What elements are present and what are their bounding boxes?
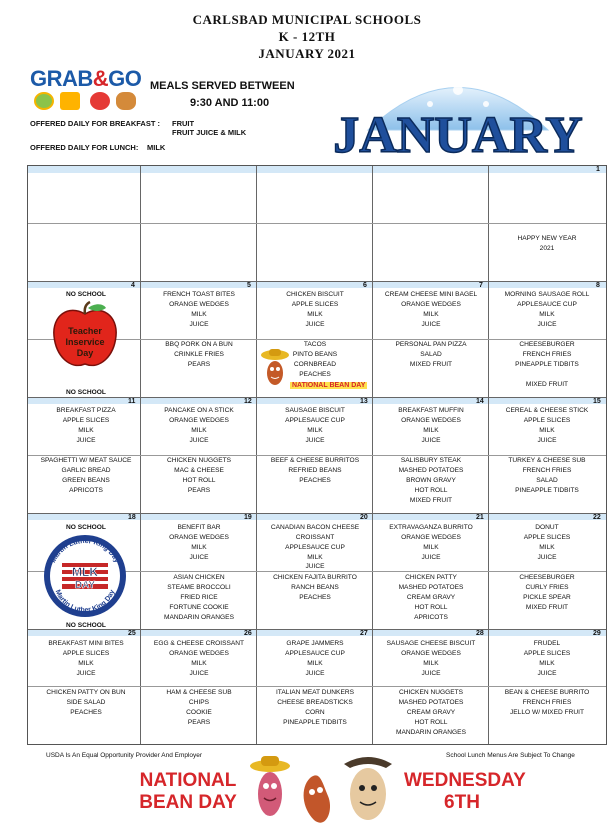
apple-icon — [48, 300, 122, 374]
menu-item: JUICE — [76, 437, 96, 444]
menu-item: ORANGE WEDGES — [169, 417, 229, 424]
menu-item: JUICE — [189, 437, 209, 444]
day-number: 1 — [596, 166, 600, 173]
menu-item: MAC & CHEESE — [174, 467, 224, 474]
grid-line — [28, 223, 606, 224]
menu-item: JUICE — [537, 554, 557, 561]
menu-item: APPLE SLICES — [62, 650, 110, 657]
menu-item: REFRIED BEANS — [288, 467, 342, 474]
menu-item: MIXED FRUIT — [409, 497, 453, 504]
menu-item: APPLE SLICES — [291, 301, 339, 308]
lunch-menu-jan7 — [373, 340, 489, 370]
menu-item: APPLE SLICES — [523, 650, 571, 657]
menu-item: JUICE — [537, 321, 557, 328]
menu-item: JUICE — [421, 321, 441, 328]
food-icon-4 — [116, 92, 136, 110]
usda-statement: USDA Is An Equal Opportunity Provider And Employer — [46, 752, 203, 759]
breakfast-label: OFFERED DAILY FOR BREAKFAST : — [30, 119, 161, 128]
menu-item: HOT ROLL — [414, 604, 448, 611]
school-name: CARLSBAD MUNICIPAL SCHOOLS — [192, 12, 422, 27]
breakfast-menu-jan29 — [489, 639, 605, 679]
menu-item: EGG & CHEESE CROISSANT — [153, 640, 245, 647]
menu-item: ORANGE WEDGES — [169, 301, 229, 308]
menu-item: PINEAPPLE TIDBITS — [283, 719, 347, 726]
menu-item: ORANGE WEDGES — [401, 301, 461, 308]
menu-item: BEAN & CHEESE BURRITO — [504, 689, 590, 696]
menu-item: FORTUNE COOKIE — [169, 604, 229, 611]
menu-item: APRICOTS — [69, 487, 103, 494]
menu-item: JUICE — [421, 437, 441, 444]
day-number: 18 — [128, 514, 136, 521]
menu-item: CHICKEN FAJITA BURRITO — [273, 574, 357, 581]
menu-item: HOT ROLL — [414, 719, 448, 726]
menu-item: FRUDEL — [533, 640, 561, 647]
lunch-menu-jan14 — [373, 456, 489, 506]
weekday-label: WEDNESDAY — [404, 770, 526, 791]
menu-item: CHIPS — [188, 699, 210, 706]
menu-item: BROWN GRAVY — [406, 477, 456, 484]
bean-mascot-icon — [260, 347, 290, 393]
no-school-label: NO SCHOOL — [66, 389, 106, 396]
menu-item: MASHED POTATOES — [398, 467, 464, 474]
menu-item: CEREAL & CHEESE STICK — [505, 407, 589, 414]
menu-item: SALISBURY STEAK — [400, 457, 462, 464]
menu-item: PINEAPPLE TIDBITS — [515, 361, 579, 368]
breakfast-menu-jan25 — [28, 639, 144, 679]
no-school-label: NO SCHOOL — [66, 524, 106, 531]
day-number: 27 — [360, 630, 368, 637]
menu-item: MILK — [539, 660, 555, 667]
day-number: 14 — [476, 398, 484, 405]
menu-item: MILK — [539, 311, 555, 318]
menu-item: MILK — [423, 427, 439, 434]
breakfast-menu-jan7 — [373, 290, 489, 330]
menu-item: PEACHES — [70, 709, 102, 716]
menu-item: BEEF & CHEESE BURRITOS — [270, 457, 360, 464]
menu-item: GARLIC BREAD — [61, 467, 111, 474]
bean-day-line1: NATIONAL — [139, 770, 237, 791]
menu-item — [489, 370, 605, 380]
menu-item: JUICE — [537, 437, 557, 444]
day-number: 21 — [476, 514, 484, 521]
menu-item: ORANGE WEDGES — [401, 534, 461, 541]
menu-item: MILK — [191, 544, 207, 551]
menu-item: MILK — [78, 660, 94, 667]
menu-item: MILK — [78, 427, 94, 434]
lunch-menu-jan25 — [28, 688, 144, 718]
lunch-menu-jan19 — [141, 573, 257, 623]
january-banner — [318, 60, 598, 170]
menu-item: FRIED RICE — [180, 594, 218, 601]
menu-item: APPLESAUCE CUP — [285, 650, 345, 657]
lunch-menu-jan12 — [141, 456, 257, 496]
day-number: 8 — [596, 282, 600, 289]
menu-item: JUICE — [421, 670, 441, 677]
lunch-menu-jan29 — [489, 688, 605, 718]
grid-line — [28, 513, 606, 514]
breakfast-menu-jan14 — [373, 406, 489, 446]
month-title: JANUARY 2021 — [258, 46, 356, 61]
menu-item: JUICE — [537, 670, 557, 677]
week-band — [28, 397, 606, 404]
day-number: 28 — [476, 630, 484, 637]
menu-item: FRENCH FRIES — [522, 699, 572, 706]
menu-item: TACOS — [303, 341, 327, 348]
menu-item: SPAGHETTI W/ MEAT SAUCE — [40, 457, 132, 464]
menu-item: ORANGE WEDGES — [401, 650, 461, 657]
lunch-menu-jan20 — [257, 573, 373, 603]
day-number: 6 — [363, 282, 367, 289]
menu-item: RANCH BEANS — [291, 584, 339, 591]
menu-item: ORANGE WEDGES — [169, 534, 229, 541]
menu-item: HAM & CHEESE SUB — [166, 689, 232, 696]
menu-item: PANCAKE ON A STICK — [164, 407, 234, 414]
grid-line — [28, 686, 606, 687]
menu-item: MASHED POTATOES — [398, 699, 464, 706]
menu-item: PINTO BEANS — [292, 351, 338, 358]
menu-item: APPLESAUCE CUP — [285, 544, 345, 551]
breakfast-menu-jan11 — [28, 406, 144, 446]
lunch-menu-jan27 — [257, 688, 373, 728]
breakfast-menu-jan27 — [257, 639, 373, 679]
week-band — [28, 513, 606, 520]
lunch-label: OFFERED DAILY FOR LUNCH: — [30, 143, 139, 152]
menu-item: MILK — [423, 544, 439, 551]
breakfast-menu-jan12 — [141, 406, 257, 446]
menu-item: JUICE — [305, 437, 325, 444]
menu-item: CHEESEBURGER — [519, 574, 575, 581]
apple-text-1: Teacher — [68, 326, 102, 336]
logo-grab: GRAB — [30, 66, 93, 91]
menu-item: CHICKEN PATTY ON BUN — [46, 689, 126, 696]
menu-item: CHEESEBURGER — [519, 341, 575, 348]
lunch-menu-jan28 — [373, 688, 489, 738]
menu-item: MILK — [423, 311, 439, 318]
menu-item: CREAM CHEESE MINI BAGEL — [384, 291, 478, 298]
menu-item: JUICE — [189, 321, 209, 328]
breakfast-menu-jan22 — [489, 523, 605, 563]
week-band — [28, 166, 606, 173]
seal-mlk: MLK — [72, 565, 98, 579]
menu-item: APPLESAUCE CUP — [285, 417, 345, 424]
menu-item: PEACHES — [299, 477, 331, 484]
food-icon-1 — [34, 92, 54, 110]
grade-range: K - 12TH — [278, 29, 336, 44]
banner-january-text: JANUARY — [333, 107, 583, 164]
week-band — [28, 281, 606, 288]
menu-item: HOT ROLL — [414, 487, 448, 494]
day-number: 22 — [593, 514, 601, 521]
menu-item: MIXED FRUIT — [409, 361, 453, 368]
menu-item: MILK — [191, 311, 207, 318]
national-bean-day-text — [138, 770, 238, 814]
meals-served-time: 9:30 AND 11:00 — [190, 97, 270, 109]
menu-item: APPLE SLICES — [523, 417, 571, 424]
breakfast-menu-jan15 — [489, 406, 605, 446]
day-number: 7 — [479, 282, 483, 289]
breakfast-menu-jan5 — [141, 290, 257, 330]
menu-item: PEARS — [187, 719, 211, 726]
menu-item: APPLE SLICES — [523, 534, 571, 541]
breakfast-item-fruit: FRUIT — [172, 119, 195, 128]
breakfast-menu-jan21 — [373, 523, 489, 563]
menu-item: MILK — [307, 311, 323, 318]
menu-item: FRENCH TOAST BITES — [163, 291, 235, 298]
lunch-menu-jan11 — [28, 456, 144, 496]
menu-item: GRAPE JAMMERS — [286, 640, 344, 647]
menu-item: SAUSAGE BISCUIT — [285, 407, 345, 414]
menu-item: CORN — [305, 709, 325, 716]
menu-item: ORANGE WEDGES — [401, 417, 461, 424]
mlk-day-seal — [42, 533, 128, 619]
breakfast-menu-jan20 — [257, 523, 373, 570]
bean-characters-illustration — [248, 748, 398, 832]
lunch-menu-jan5 — [141, 340, 257, 370]
menu-item: CRINKLE FRIES — [174, 351, 224, 358]
seal-day: DAY — [74, 580, 96, 591]
menu-item: PINEAPPLE TIDBITS — [515, 487, 579, 494]
menu-item: FRENCH FRIES — [522, 467, 572, 474]
no-school-label: NO SCHOOL — [66, 622, 106, 629]
menu-item: COOKIE — [186, 709, 212, 716]
menu-item: JELLO W/ MIXED FRUIT — [509, 709, 584, 716]
menu-calendar — [27, 165, 607, 745]
lunch-menu-jan8 — [489, 340, 605, 390]
seal-ring-bottom: Martin Luther King Day — [53, 588, 117, 615]
apple-text-3: Day — [76, 348, 94, 358]
day-number: 4 — [131, 282, 135, 289]
holiday-year: 2021 — [539, 245, 555, 252]
holiday-label: HAPPY NEW YEAR — [517, 235, 577, 242]
bean-day-tag: NATIONAL BEAN DAY — [292, 382, 366, 389]
menu-item: BREAKFAST PIZZA — [56, 407, 116, 414]
menu-item: PICKLE SPEAR — [523, 594, 571, 601]
menu-item: CURLY FRIES — [525, 584, 569, 591]
breakfast-menu-jan28 — [373, 639, 489, 679]
day-number: 11 — [128, 398, 136, 405]
menu-disclaimer: School Lunch Menus Are Subject To Change — [446, 752, 575, 759]
day-number: 29 — [593, 630, 601, 637]
day-number: 13 — [360, 398, 368, 405]
menu-item: MILK — [191, 660, 207, 667]
lunch-menu-jan22 — [489, 573, 605, 613]
menu-item: JUICE — [189, 554, 209, 561]
menu-item: MILK — [307, 554, 323, 561]
menu-item: BENEFIT BAR — [177, 524, 221, 531]
menu-item: ASIAN CHICKEN — [173, 574, 225, 581]
day-number: 5 — [247, 282, 251, 289]
menu-item: BBQ PORK ON A BUN — [165, 341, 233, 348]
menu-item: ITALIAN MEAT DUNKERS — [275, 689, 355, 696]
lunch-item-milk: MILK — [147, 143, 166, 152]
menu-item: JUICE — [305, 563, 325, 570]
day-number: 20 — [360, 514, 368, 521]
menu-item: MILK — [423, 660, 439, 667]
day-number: 15 — [593, 398, 601, 405]
logo-amp: & — [92, 66, 109, 91]
breakfast-menu-jan13 — [257, 406, 373, 446]
menu-item: GREEN BEANS — [62, 477, 110, 484]
menu-item: TURKEY & CHEESE SUB — [508, 457, 586, 464]
menu-item: JUICE — [305, 670, 325, 677]
menu-item: JUICE — [76, 670, 96, 677]
menu-item: JUICE — [421, 554, 441, 561]
menu-item: APRICOTS — [414, 614, 448, 621]
lunch-menu-jan15 — [489, 456, 605, 496]
breakfast-menu-jan19 — [141, 523, 257, 563]
menu-item: CREAM GRAVY — [406, 709, 456, 716]
menu-item: MIXED FRUIT — [525, 604, 569, 611]
menu-item: PEARS — [187, 361, 211, 368]
menu-item: CHICKEN NUGGETS — [398, 689, 464, 696]
menu-item: MANDARIN ORANGES — [164, 614, 234, 621]
menu-item: DONUT — [535, 524, 559, 531]
menu-item: PEARS — [187, 487, 211, 494]
menu-item: SIDE SALAD — [66, 699, 106, 706]
day-number: 19 — [244, 514, 252, 521]
menu-item: CROISSANT — [295, 534, 335, 541]
menu-item: MILK — [191, 427, 207, 434]
day-number: 25 — [128, 630, 136, 637]
lunch-menu-jan26 — [141, 688, 257, 728]
meals-served-line1: MEALS SERVED BETWEEN — [150, 80, 295, 92]
menu-item: MILK — [307, 660, 323, 667]
menu-item: BREAKFAST MINI BITES — [48, 640, 124, 647]
menu-item: MANDARIN ORANGES — [396, 729, 466, 736]
breakfast-item-juice: FRUIT JUICE & MILK — [172, 128, 247, 137]
menu-item: PEACHES — [299, 371, 331, 378]
logo-go: GO — [108, 66, 142, 91]
food-icon-3 — [90, 92, 110, 110]
menu-item: FRENCH FRIES — [522, 351, 572, 358]
breakfast-menu-jan26 — [141, 639, 257, 679]
grab-and-go-logo — [30, 66, 141, 92]
menu-item: CORNBREAD — [293, 361, 337, 368]
menu-item: MILK — [307, 427, 323, 434]
no-school-label: NO SCHOOL — [66, 291, 106, 298]
menu-item: MILK — [539, 427, 555, 434]
menu-item: PEACHES — [299, 594, 331, 601]
menu-item: BREAKFAST MUFFIN — [398, 407, 464, 414]
menu-item: APPLE SLICES — [62, 417, 110, 424]
wednesday-6th-text — [404, 770, 526, 814]
menu-item: CHICKEN PATTY — [405, 574, 457, 581]
day-number: 26 — [244, 630, 252, 637]
menu-item: CANADIAN BACON CHEESE — [270, 524, 360, 531]
menu-item: PERSONAL PAN PIZZA — [395, 341, 467, 348]
menu-item: SALAD — [536, 477, 558, 484]
menu-item: JUICE — [305, 321, 325, 328]
menu-item: ORANGE WEDGES — [169, 650, 229, 657]
menu-item: STEAME BROCCOLI — [167, 584, 231, 591]
menu-item: MASHED POTATOES — [398, 584, 464, 591]
grid-line — [28, 281, 606, 282]
menu-item: CREAM GRAVY — [406, 594, 456, 601]
seal-ring-top: Martin Luther King Day — [50, 537, 120, 565]
menu-item: CHEESE BREADSTICKS — [277, 699, 353, 706]
menu-item: SALAD — [420, 351, 442, 358]
menu-item: APPLESAUCE CUP — [517, 301, 577, 308]
menu-item: SAUSAGE CHEESE BISCUIT — [386, 640, 476, 647]
menu-item: EXTRAVAGANZA BURRITO — [389, 524, 473, 531]
jan1-note — [489, 234, 605, 254]
menu-item: MIXED FRUIT — [525, 381, 569, 388]
menu-item: MILK — [539, 544, 555, 551]
date-label: 6TH — [444, 792, 480, 813]
lunch-menu-jan13 — [257, 456, 373, 486]
day-number: 12 — [244, 398, 252, 405]
apple-text-2: Inservice — [65, 337, 105, 347]
menu-item: CHICKEN NUGGETS — [166, 457, 232, 464]
breakfast-menu-jan8 — [489, 290, 605, 330]
menu-item: HOT ROLL — [182, 477, 216, 484]
breakfast-menu-jan6 — [257, 290, 373, 330]
food-icon-2 — [60, 92, 80, 110]
lunch-menu-jan21 — [373, 573, 489, 623]
menu-item: CHICKEN BISCUIT — [286, 291, 344, 298]
bean-day-line2: BEAN DAY — [139, 792, 237, 813]
menu-item: JUICE — [189, 670, 209, 677]
menu-item: MORNING SAUSAGE ROLL — [504, 291, 590, 298]
